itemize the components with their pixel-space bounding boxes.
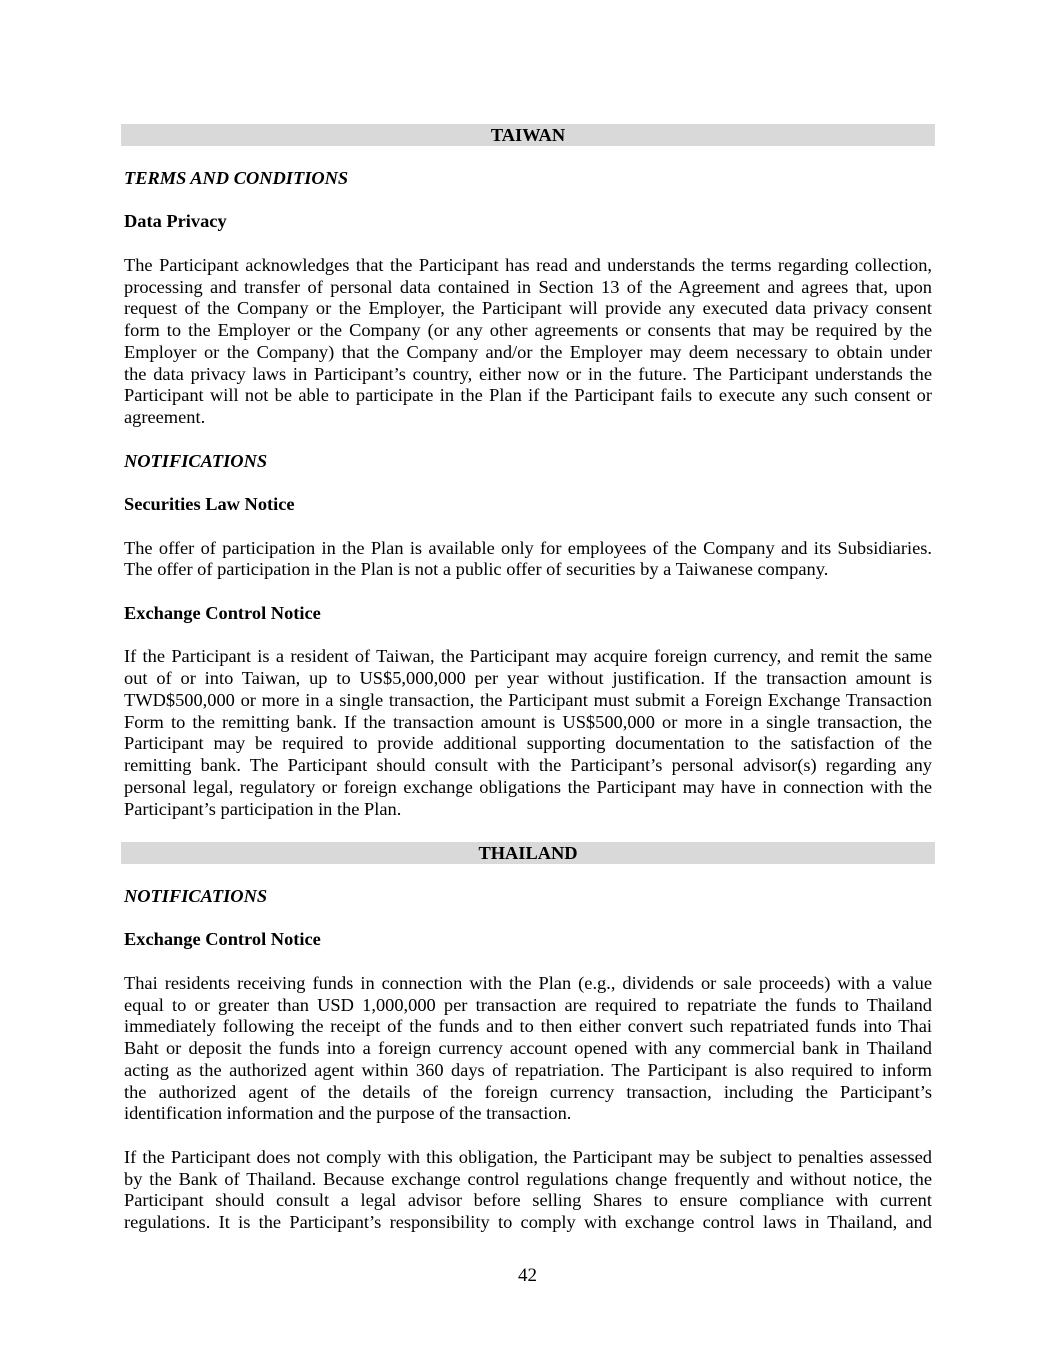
paragraph-line: the data privacy laws in Participant’s country, either now or in the future. The Participant understands the xyxy=(124,363,932,384)
paragraph-line: out of or into Taiwan, up to US$5,000,000 per year without justification. If the transaction amount is xyxy=(124,668,932,688)
paragraph-line: remitting bank. The Participant should consult with the Participant’s personal advisor(s) regarding any xyxy=(124,755,932,775)
paragraph-line: the authorized agent of the details of the foreign currency transaction, including the Participant’s xyxy=(124,1081,932,1102)
section-heading: Securities Law Notice xyxy=(124,494,295,514)
section-subtitle: NOTIFICATIONS xyxy=(124,885,268,906)
paragraph-line: If the Participant does not comply with this obligation, the Participant may be subject to penalties assessed xyxy=(124,1146,932,1167)
paragraph-line: The offer of participation in the Plan is not a public offer of securities by a Taiwanese company. xyxy=(124,559,829,580)
paragraph xyxy=(124,1147,932,1234)
paragraph-line: by the Bank of Thailand. Because exchange control regulations change frequently and without notice, the xyxy=(124,1168,932,1189)
document-body xyxy=(124,124,932,1256)
paragraph-line: identification information and the purpose of the transaction. xyxy=(124,1103,572,1124)
paragraph-line: Participant should consult a legal advisor before selling Shares to ensure compliance with current xyxy=(124,1190,932,1211)
paragraph-line: form to the Employer or the Company (or any other agreements or consents that may be required by the xyxy=(124,320,932,340)
section-subtitle: TERMS AND CONDITIONS xyxy=(124,167,349,188)
paragraph-line: Form to the remitting bank. If the transaction amount is US$500,000 or more in a single transaction, the xyxy=(124,711,932,732)
section-subtitle: NOTIFICATIONS xyxy=(124,450,268,471)
paragraph-line: Participant will not be able to participate in the Plan if the Participant fails to execute any such consent or xyxy=(124,385,932,406)
paragraph-line: Thai residents receiving funds in connection with the Plan (e.g., dividends or sale proceeds) with a value xyxy=(124,972,932,993)
paragraph-line: immediately following the receipt of the funds and to then either convert such repatriated funds into Thai xyxy=(124,1016,932,1037)
section-heading: Exchange Control Notice xyxy=(124,602,321,623)
paragraph xyxy=(124,973,932,1125)
country-section-taiwan xyxy=(124,124,932,820)
paragraph-line: The offer of participation in the Plan is available only for employees of the Company and its Subsidiaries. xyxy=(124,537,932,558)
country-section-thailand xyxy=(124,842,932,1234)
paragraph-line: Participant’s participation in the Plan. xyxy=(124,798,402,819)
paragraph-line: regulations. It is the Participant’s responsibility to comply with exchange control laws in Thailand, and xyxy=(124,1212,932,1232)
country-header-bar: TAIWAN xyxy=(121,124,935,146)
paragraph-line: If the Participant is a resident of Taiwan, the Participant may acquire foreign currency, and remit the same xyxy=(124,646,932,667)
paragraph-line: personal legal, regulatory or foreign exchange obligations the Participant may have in connection with the xyxy=(124,776,932,797)
paragraph xyxy=(124,538,932,582)
page-number: 42 xyxy=(518,1265,537,1286)
paragraph-line: acting as the authorized agent within 360 days of repatriation. The Participant is also required to inform xyxy=(124,1059,932,1080)
paragraph-line: request of the Company or the Employer, the Participant will provide any executed data privacy consent xyxy=(124,298,932,319)
paragraph-line: Baht or deposit the funds into a foreign currency account opened with any commercial bank in Thailand xyxy=(124,1038,932,1058)
section-heading: Exchange Control Notice xyxy=(124,929,321,950)
paragraph xyxy=(124,255,932,429)
paragraph-line: The Participant acknowledges that the Participant has read and understands the terms regarding collection, xyxy=(124,254,932,275)
paragraph-line: equal to or greater than USD 1,000,000 per transaction are required to repatriate the funds to Thailand xyxy=(124,994,932,1015)
paragraph-line: Employer or the Company) that the Company and/or the Employer may deem necessary to obtain under xyxy=(124,341,932,362)
paragraph-line: TWD$500,000 or more in a single transaction, the Participant must submit a Foreign Exchange Transaction xyxy=(124,689,932,710)
paragraph-line: processing and transfer of personal data contained in Section 13 of the Agreement and agrees that, upon xyxy=(124,276,932,297)
section-heading: Data Privacy xyxy=(124,211,227,232)
country-header-bar: THAILAND xyxy=(121,842,935,864)
paragraph-line: agreement. xyxy=(124,407,206,427)
paragraph-line: Participant may be required to provide additional supporting documentation to the satisfaction of the xyxy=(124,733,932,754)
paragraph xyxy=(124,646,932,820)
